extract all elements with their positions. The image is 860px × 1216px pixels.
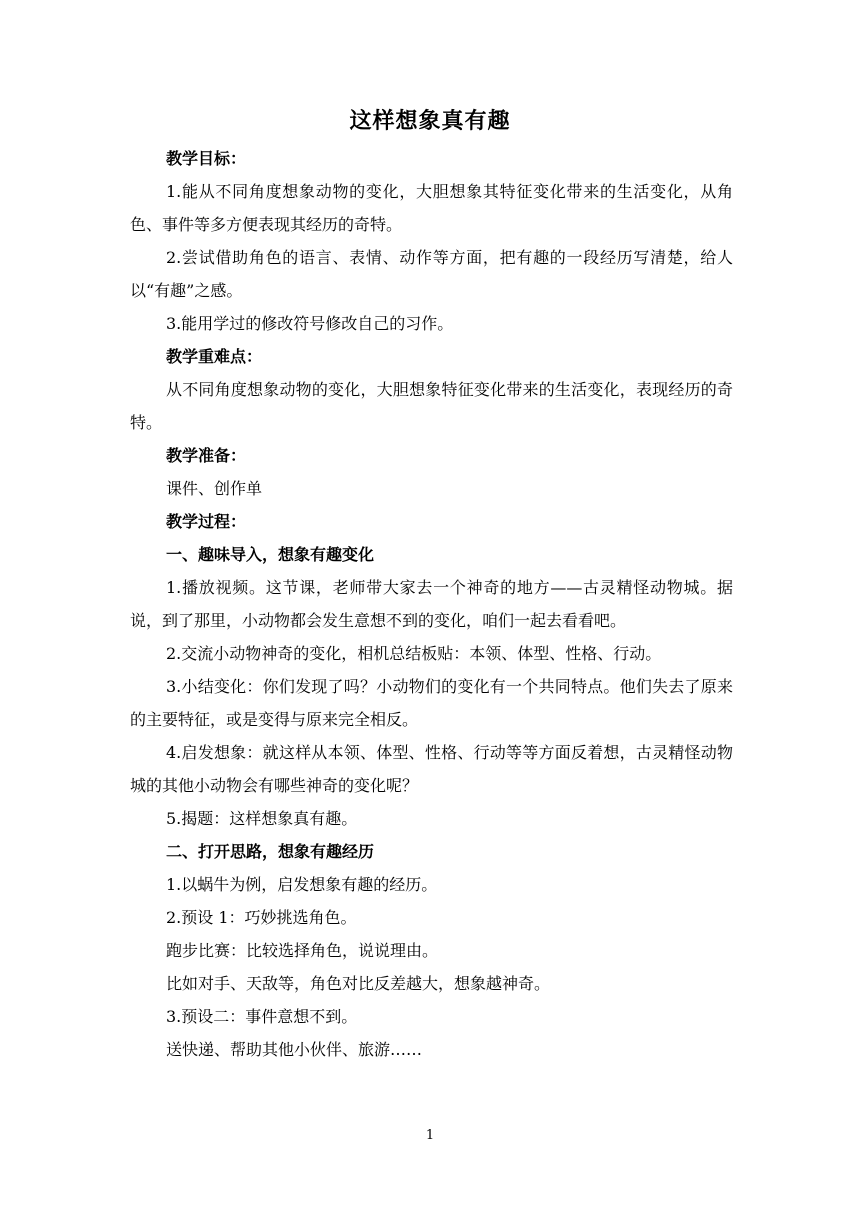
paragraph: 5.揭题：这样想象真有趣。 (166, 809, 358, 828)
heading-preparation: 教学准备： (166, 446, 247, 465)
paragraph: 课件、创作单 (166, 479, 263, 498)
paragraph: 3.预设二：事件意想不到。 (166, 1007, 358, 1026)
paragraph: 比如对手、天敌等，角色对比反差越大，想象越神奇。 (166, 974, 551, 993)
paragraph: 送快递、帮助其他小伙伴、旅游…… (166, 1040, 423, 1059)
heading-key-points: 教学重难点： (166, 347, 263, 366)
paragraph: 2.尝试借助角色的语言、表情、动作等方面，把有趣的一段经历写清楚，给人以“有趣”之感。 (130, 248, 733, 300)
paragraph: 4.启发想象：就这样从本领、体型、性格、行动等等方面反着想，古灵精怪动物城的其他小动物会有哪些神奇的变化呢？ (130, 743, 733, 795)
paragraph: 1.以蜗牛为例，启发想象有趣的经历。 (166, 875, 438, 894)
paragraph: 1.播放视频。这节课，老师带大家去一个神奇的地方——古灵精怪动物城。据说，到了那里，小动物都会发生意想不到的变化，咱们一起去看看吧。 (130, 578, 733, 630)
page-number: 1 (425, 1128, 435, 1143)
document-body (130, 142, 733, 1066)
paragraph: 3.能用学过的修改符号修改自己的习作。 (166, 314, 454, 333)
paragraph: 2.预设 1：巧妙挑选角色。 (166, 908, 357, 927)
paragraph: 1.能从不同角度想象动物的变化，大胆想象其特征变化带来的生活变化，从角色、事件等多方便表现其经历的奇特。 (130, 182, 733, 234)
paragraph: 2.交流小动物神奇的变化，相机总结板贴：本领、体型、性格、行动。 (166, 644, 662, 663)
paragraph: 跑步比赛：比较选择角色，说说理由。 (166, 941, 439, 960)
paragraph: 3.小结变化：你们发现了吗？小动物们的变化有一个共同特点。他们失去了原来的主要特征，或是变得与原来完全相反。 (130, 677, 733, 729)
document-title: 这样想象真有趣 (349, 109, 511, 134)
heading-teaching-goals: 教学目标： (166, 149, 247, 168)
section-heading-2: 二、打开思路，想象有趣经历 (166, 842, 375, 861)
paragraph: 从不同角度想象动物的变化，大胆想象特征变化带来的生活变化，表现经历的奇特。 (130, 380, 733, 432)
heading-teaching-process: 教学过程： (166, 512, 247, 531)
section-heading-1: 一、趣味导入，想象有趣变化 (166, 545, 375, 564)
